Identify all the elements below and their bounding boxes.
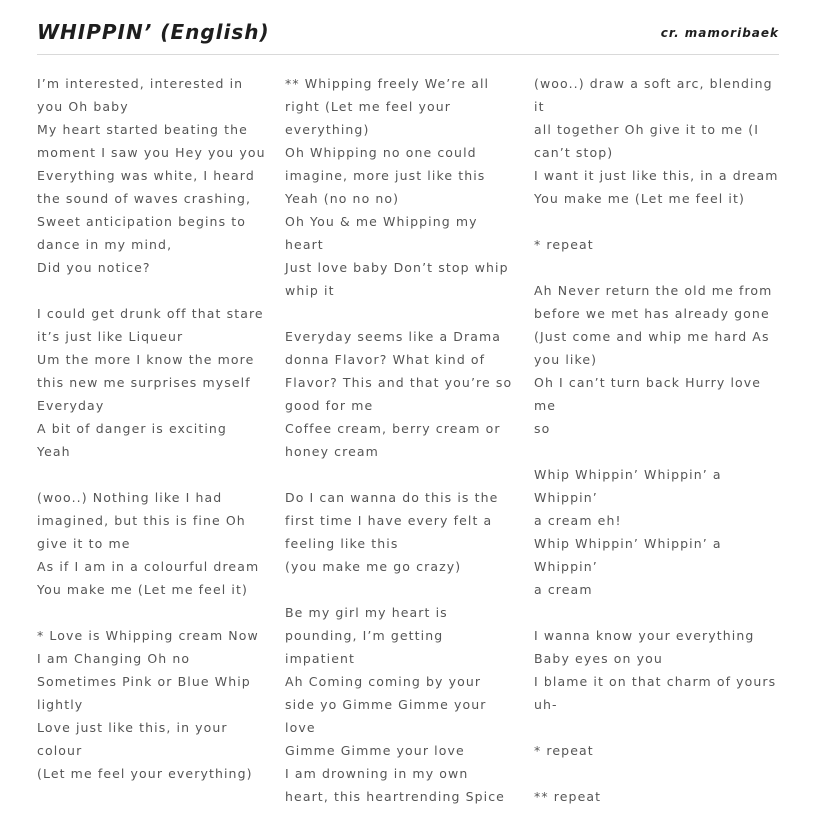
lyrics-column-1: I’m interested, interested in you Oh baby My heart started beating the moment I saw you Hey you you Everything was white, I heard the sound of waves crashing, Sweet anticipation begins to dance in my mind, Did you notice? I could get drunk off that stare it’s just like Liqueur Um the more I know the more this new me surprises myself Everyday A bit of danger is exciting Yeah (woo..) Nothing like I had imagined, but this is fine Oh give it to me As if I am in a colourful dream You make me (Let me feel it) * Love is Whipping cream Now I am Changing Oh no Sometimes Pink or Blue Whip lightly Love just like this, in your colour (Let me feel your everything) — [37, 76, 266, 781]
page-header — [37, 18, 779, 55]
lyrics-column-2: ** Whipping freely We’re all right (Let me feel your everything) Oh Whipping no one could imagine, more just like this Yeah (no no no) Oh You & me Whipping my heart Just love baby Don’t stop whip whip it Everyday seems like a Drama donna Flavor? What kind of Flavor? This and that you’re so good for me Coffee cream, berry cream or honey cream Do I can wanna do this is the first time I have every felt a feeling like this (you make me go crazy) Be my girl my heart is pounding, I’m getting impatient Ah Coming coming by your side yo Gimme Gimme your love Gimme Gimme your love I am drowning in my own heart, this heartrending Spice — [285, 76, 513, 804]
lyrics-column-3: (woo..) draw a soft arc, blending it all together Oh give it to me (I can’t stop) I want it just like this, in a dream You make me (Let me feel it) * repeat Ah Never return the old me from before we met has already gone (Just come and whip me hard As you like) Oh I can’t turn back Hurry love me so Whip Whippin’ Whippin’ a Whippin’ a cream eh! Whip Whippin’ Whippin’ a Whippin’ a cream I wanna know your everything Baby eyes on you I blame it on that charm of yours uh- * repeat ** repeat — [534, 76, 779, 804]
credit-label: cr. mamoribaek — [660, 26, 779, 40]
page-title: WHIPPIN’ (English) — [37, 20, 270, 44]
